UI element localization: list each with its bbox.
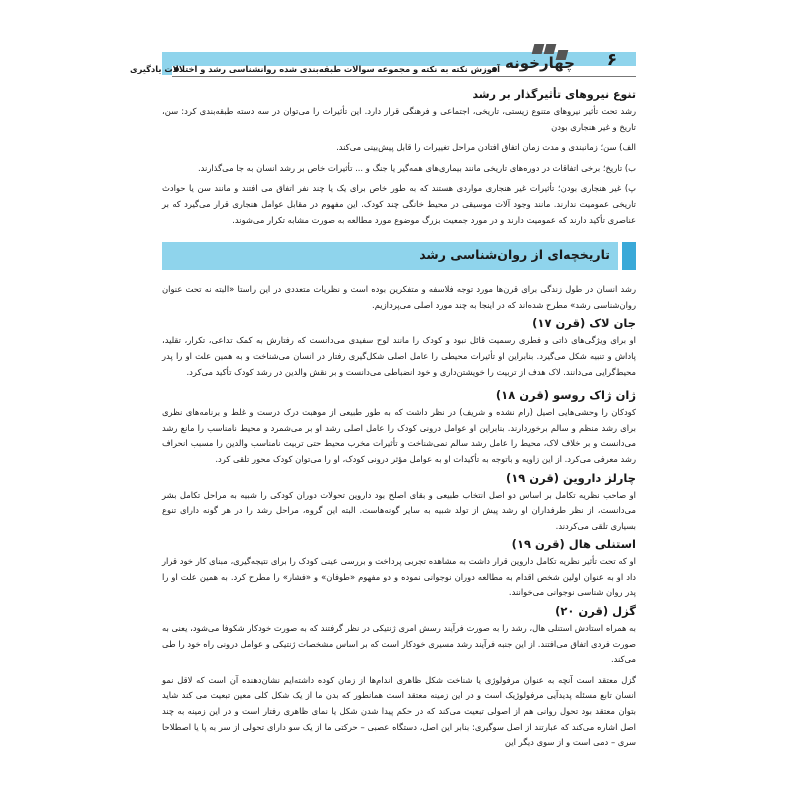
paragraph: ب) تاریخ؛ برخی اتفاقات در دوره‌های تاریخی مانند بیماری‌های همه‌گیر یا جنگ و ... تأثیرات خاص بر رشد انسان به جا می‌گذارند. <box>197 162 636 173</box>
paragraph: رشد انسان در طول زندگی برای قرن‌ها مورد توجه فلاسفه و متفکرین بوده است و نظریات متعددی در این راستا «البته نه تحت عنوان روان‌شناسی رشد» مطرح شده‌اند که در اینجا به چند مورد اصلی می‌پردازیم. <box>162 284 636 310</box>
section-heading: تنوع نیروهای تأثیرگذار بر رشد <box>472 88 636 101</box>
logo-block-icon <box>532 44 545 54</box>
banner-title: تاریخچه‌ای از روان‌شناسی رشد <box>419 247 610 263</box>
page-number: ۶ <box>606 50 618 70</box>
thinker-heading: چارلز داروین (قرن ۱۹) <box>505 470 636 485</box>
logo-block-icon <box>544 44 557 54</box>
header-divider <box>172 76 636 77</box>
thinker-heading: ژان ژاک روسو (قرن ۱۸) <box>495 388 636 403</box>
logo-text: چهارخونه <box>505 54 575 72</box>
paragraph: او که تحت تأثیر نظریه تکامل داروین قرار داشت به مشاهده تجربی پرداخت و بررسی عینی کودک را برای نتیجه‌گیری، مبنای کار خود قرار داد او به عنوان اولین شخص اقدام به مطالعه دوران نوجوانی نموده و دو مفهوم «طوفان» و «فشار» را مطرح کرد. به همین علت او را پدر روان شناسی نوجوانی می‌خوانند. <box>162 556 636 598</box>
paragraph: او برای ویژگی‌های ذاتی و فطری رسمیت قائل نبود و کودک را مانند لوح سفیدی می‌دانست که رفتارش به کمک تداعی، تکرار، تقلید، پاداش و تنبیه شکل می‌گیرد. بنابراین او تأثیرات محیطی را عامل اصلی شکل‌گیری رفتار در انسان می‌شناخت و به همین علت او را پدر محیط‌گرایی می‌دانند. لاک هدف از تربیت را خویشتن‌داری و خود انضباطی می‌دانست و بر نقش والدین در رشد کودک تأکید می‌کرد. <box>162 335 636 377</box>
thinker-heading: جان لاک (قرن ۱۷) <box>532 316 636 331</box>
paragraph: الف) سن؛ زمانبندی و مدت زمان اتفاق افتادن مراحل تغییرات را قابل پیش‌بینی می‌کند. <box>336 142 636 153</box>
section-banner <box>162 242 636 270</box>
thinker-heading: استنلی هال (قرن ۱۹) <box>511 537 636 552</box>
thinker-heading: گزل (قرن ۲۰) <box>555 604 636 619</box>
paragraph: پ) غیر هنجاری بودن؛ تأثیرات غیر هنجاری مواردی هستند که به طور خاص برای یک یا چند نفر اتفاق می افتند و مانند سن یا حوادث تاریخی عمومیت ندارند. مانند وجود آلات موسیقی در محیط خانگی چند کودک. این مفهوم در مقابل عوامل هنجاری قرار می‌گیرد که بر عناصری تأکید دارند که عمومیت دارند و در مورد جمعیت بزرگ موضوع مورد مطالعه به صورت مشابه تکرار می‌شوند. <box>162 183 636 225</box>
paragraph: کودکان را وحشی‌هایی اصیل (رام نشده و شریف) در نظر داشت که به طور طبیعی از موهبت درک درست و غلط و برنامه‌های نظری برای رشد منظم و سالم برخوردارند. بنابراین او عوامل درونی کودک را عامل اصلی رشد او بر می‌شمرد و محیط نامناسب را مانع رشد می‌دانست و بر خلاف لاک، محیط را عامل رشد سالم نمی‌شناخت و تأثیرات مخرب محیط حتی تربیت نامناسب والدین را مسبب انحراف رشد معرفی می‌کرد. از این زاویه و باتوجه به تأکیدات او به عوامل مؤثر درونی کودک، او را می‌توان کودک محور تلقی کرد. <box>162 407 636 464</box>
header-subtitle: آموزش نکته به نکته و مجموعه سوالات طبقه‌بندی شده روانشناسی رشد و اختلالات یادگیری <box>129 64 500 74</box>
paragraph: او صاحب نظریه تکامل بر اساس دو اصل انتخاب طبیعی و بقای اصلح بود داروین تحولات دوران کودکی را شبیه به مراحل تکامل بشر می‌دانست، از نظر طرفداران او رشد پیش از تولد شبیه به سایر گونه‌هاست. البته این گروه، مراحل رشد را در هر گونه دارای تنوع بسیاری تلقی می‌کردند. <box>162 489 636 531</box>
book-logo <box>505 40 575 76</box>
page-content <box>162 86 636 751</box>
paragraph: به همراه استادش استنلی هال، رشد را به صورت فرآیند رسش امری ژنتیکی در نظر گرفتند که به صورت خودکار شکوفا می‌شود، یعنی به صورت فردی اتفاق می‌افتند. از این جنبه فرآیند رشد مسیری خودکار است که بر اساس مشخصات ژنتیکی و عوامل درونی راه خود را طی می‌کند. <box>162 623 636 665</box>
paragraph: گزل معتقد است آنچه به عنوان مرفولوژی یا شناخت شکل ظاهری اندام‌ها از زمان کوده داشته‌ایم نشان‌دهنده آن است که لاقل نمو انسان تابع مسئله پدیدآیی مرفولوژیک است و در این زمینه معتقد است همانطور که بدن ما از یک شکل کلی معین تبعیت می کند شاید بتوان معتقد بود تحول روانی هم از اصولی تبعیت می‌کند که در حکم پیدا شدن شکل یا نمای ظاهری رفتار است و در این زمینه به چند اصل اشاره می‌کند که عبارتند از اصل سوگیری: بنابر این اصل، دستگاه عصبی – حرکتی ما از یک سو دارای تحولی از سر به پا یا اصطلاحا سری – دمی است و از سوی دیگر این <box>162 674 636 748</box>
paragraph: رشد تحت تأثیر نیروهای متنوع زیستی، تاریخی، اجتماعی و فرهنگی قرار دارد. این تأثیرات را می‌توان در سه دسته طبقه‌بندی کرد: سن، تاریخ و غیر هنجاری بودن <box>162 106 636 132</box>
